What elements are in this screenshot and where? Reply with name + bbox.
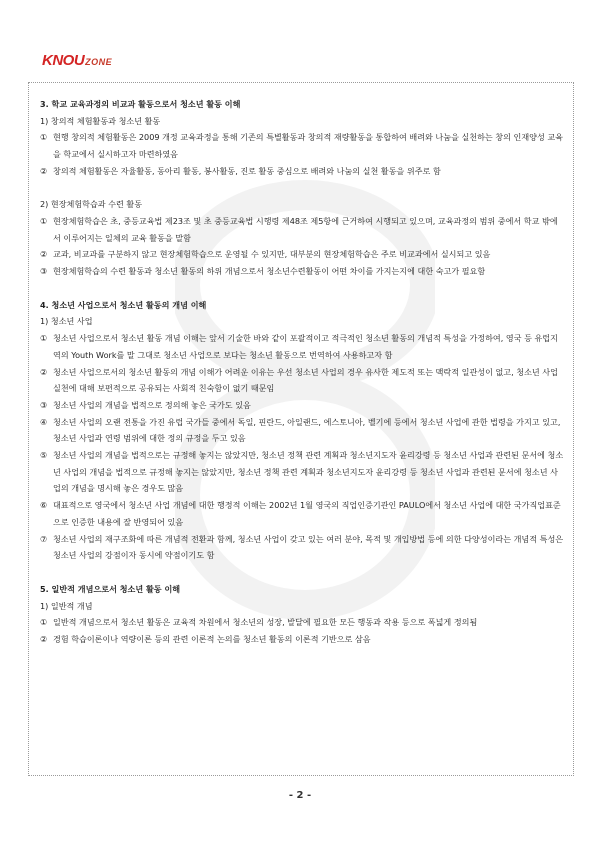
item-text: 현장체험학습은 초, 중등교육법 제23조 및 초 중등교육법 시행령 제48조 제5항에 근거하여 시행되고 있으며, 교육과정의 범위 중에서 학교 밖에서 이루어지는 일체의 교육 활동을 말함 [53, 215, 558, 243]
item-number: ④ [40, 416, 48, 427]
item-number: ① [40, 333, 48, 344]
subsection-label: 1) 청소년 사업 [40, 316, 93, 327]
list-item [40, 330, 564, 363]
item-number: ② [40, 249, 48, 260]
list-item [40, 246, 564, 263]
item-text: 일반적 개념으로서 청소년 활동은 교육적 차원에서 청소년의 성장, 발달에 필요한 모든 행동과 작용 등으로 폭넓게 정의됨 [53, 617, 478, 628]
item-text: 청소년 사업으로서 청소년 활동 개념 이해는 앞서 기술한 바와 같이 포괄적이고 적극적인 청소년 활동의 개념적 특성을 가정하여, 영국 등 유럽지역의 Youth Work를 말 그대로 청소년 사업으로 보다는 청소년 활동으로 번역하여 사용하고자 함 [53, 333, 558, 360]
item-number: ⑦ [40, 533, 48, 544]
item-text: 청소년 사업의 오랜 전통을 가진 유럽 국가들 중에서 독일, 핀란드, 아일랜드, 에스토니아, 벨기에 등에서 청소년 사업에 관한 법령을 가지고 있고, 청소년 사업과 연령 범위에 대한 정의 규정을 두고 있음 [53, 416, 561, 444]
item-text: 청소년 사업의 개념을 법적으로는 규정해 놓지는 않았지만, 청소년 정책 관련 계획과 청소년지도자 윤리강령 등 청소년 사업과 관련된 문서에 청소년 사업의 개념을 법적으로 규정해 놓지는 않았지만, 청소년 정책 관련 계획과 청소년지도자 윤리강령 등 청소년 사업과 관련된 문서에 청소년 사업의 개념을 명시해 놓은 경우도 많음 [53, 450, 564, 494]
subsection-gap [40, 180, 564, 197]
item-text: 대표적으로 영국에서 청소년 사업 개념에 대한 행정적 이해는 2002년 1월 영국의 직업인증기관인 PAULO에서 청소년 사업에 대한 국가직업표준으로 인증한 내용에 잘 반영되어 있음 [53, 500, 561, 527]
item-number: ③ [40, 266, 48, 277]
item-number: ⑤ [40, 450, 48, 461]
logo-sub: ZONE [85, 57, 113, 67]
section-title: 3. 학교 교육과정의 비교과 활동으로서 청소년 활동 이해 [40, 99, 241, 109]
item-number: ② [40, 634, 48, 645]
subsection-label: 2) 현장체험학습과 수련 활동 [40, 199, 143, 210]
list-item [40, 447, 564, 497]
item-text: 현행 창의적 체험활동은 2009 개정 교육과정을 통해 기존의 특별활동과 창의적 재량활동을 통합하여 배려와 나눔을 실천하는 창의 인재양성 교육을 학교에서 실시하고자 마련하였음 [53, 132, 563, 160]
list-item [40, 263, 564, 280]
section-gap [40, 280, 564, 297]
item-text: 청소년 사업의 재구조화에 따른 개념적 전환과 함께, 청소년 사업이 갖고 있는 여러 분야, 목적 및 개입방법 등에 의한 다양성이라는 개념적 특성은 청소년 사업의 강점이자 동시에 약점이기도 함 [53, 533, 564, 561]
section-title: 5. 일반적 개념으로서 청소년 활동 이해 [40, 583, 181, 594]
document-body [40, 96, 564, 648]
item-number: ① [40, 132, 48, 143]
item-text: 현장체험학습의 수련 활동과 청소년 활동의 하위 개념으로서 청소년수련활동이 어떤 차이를 가지는지에 대한 숙고가 필요함 [53, 266, 486, 277]
page-number: - 2 - [288, 790, 312, 801]
logo-mark: KNOU [42, 52, 85, 69]
list-item [40, 631, 564, 648]
list-item [40, 414, 564, 447]
item-number: ② [40, 165, 48, 176]
list-item [40, 213, 564, 246]
item-number: ① [40, 617, 48, 628]
item-number: ⑥ [40, 500, 48, 511]
section-gap [40, 564, 564, 581]
list-item [40, 614, 564, 631]
list-item [40, 163, 564, 180]
item-number: ③ [40, 399, 48, 410]
item-text: 청소년 사업의 개념을 법적으로 정의해 놓은 국가도 있음 [53, 399, 251, 410]
item-text: 청소년 사업으로서의 청소년 활동의 개념 이해가 어려운 이유는 우선 청소년 사업의 경우 유사한 제도적 또는 맥락적 일관성이 없고, 청소년 사업 실천에 대해 보편적으로 공유되는 사회적 친숙함이 없기 때문임 [53, 366, 558, 394]
section-title: 4. 청소년 사업으로서 청소년 활동의 개념 이해 [40, 299, 207, 310]
subsection-label: 1) 일반적 개념 [40, 600, 93, 611]
list-item [40, 397, 564, 414]
list-item [40, 497, 564, 530]
list-item [40, 129, 564, 162]
item-number: ① [40, 215, 48, 226]
item-text: 경험 학습이론이나 역량이론 등의 관련 이론적 논의를 청소년 활동의 이론적 기반으로 삼음 [53, 634, 371, 645]
subsection-label: 1) 창의적 체험활동과 청소년 활동 [40, 115, 161, 126]
list-item [40, 531, 564, 564]
list-item [40, 364, 564, 397]
knouzone-logo [42, 50, 112, 70]
item-number: ② [40, 366, 48, 377]
item-text: 창의적 체험활동은 자율활동, 동아리 활동, 봉사활동, 진로 활동 중심으로 배려와 나눔의 실천 활동을 위주로 함 [53, 165, 441, 176]
item-text: 교과, 비교과를 구분하지 않고 현장체험학습으로 운영될 수 있지만, 대부분의 현장체험학습은 주로 비교과에서 실시되고 있음 [53, 249, 491, 260]
